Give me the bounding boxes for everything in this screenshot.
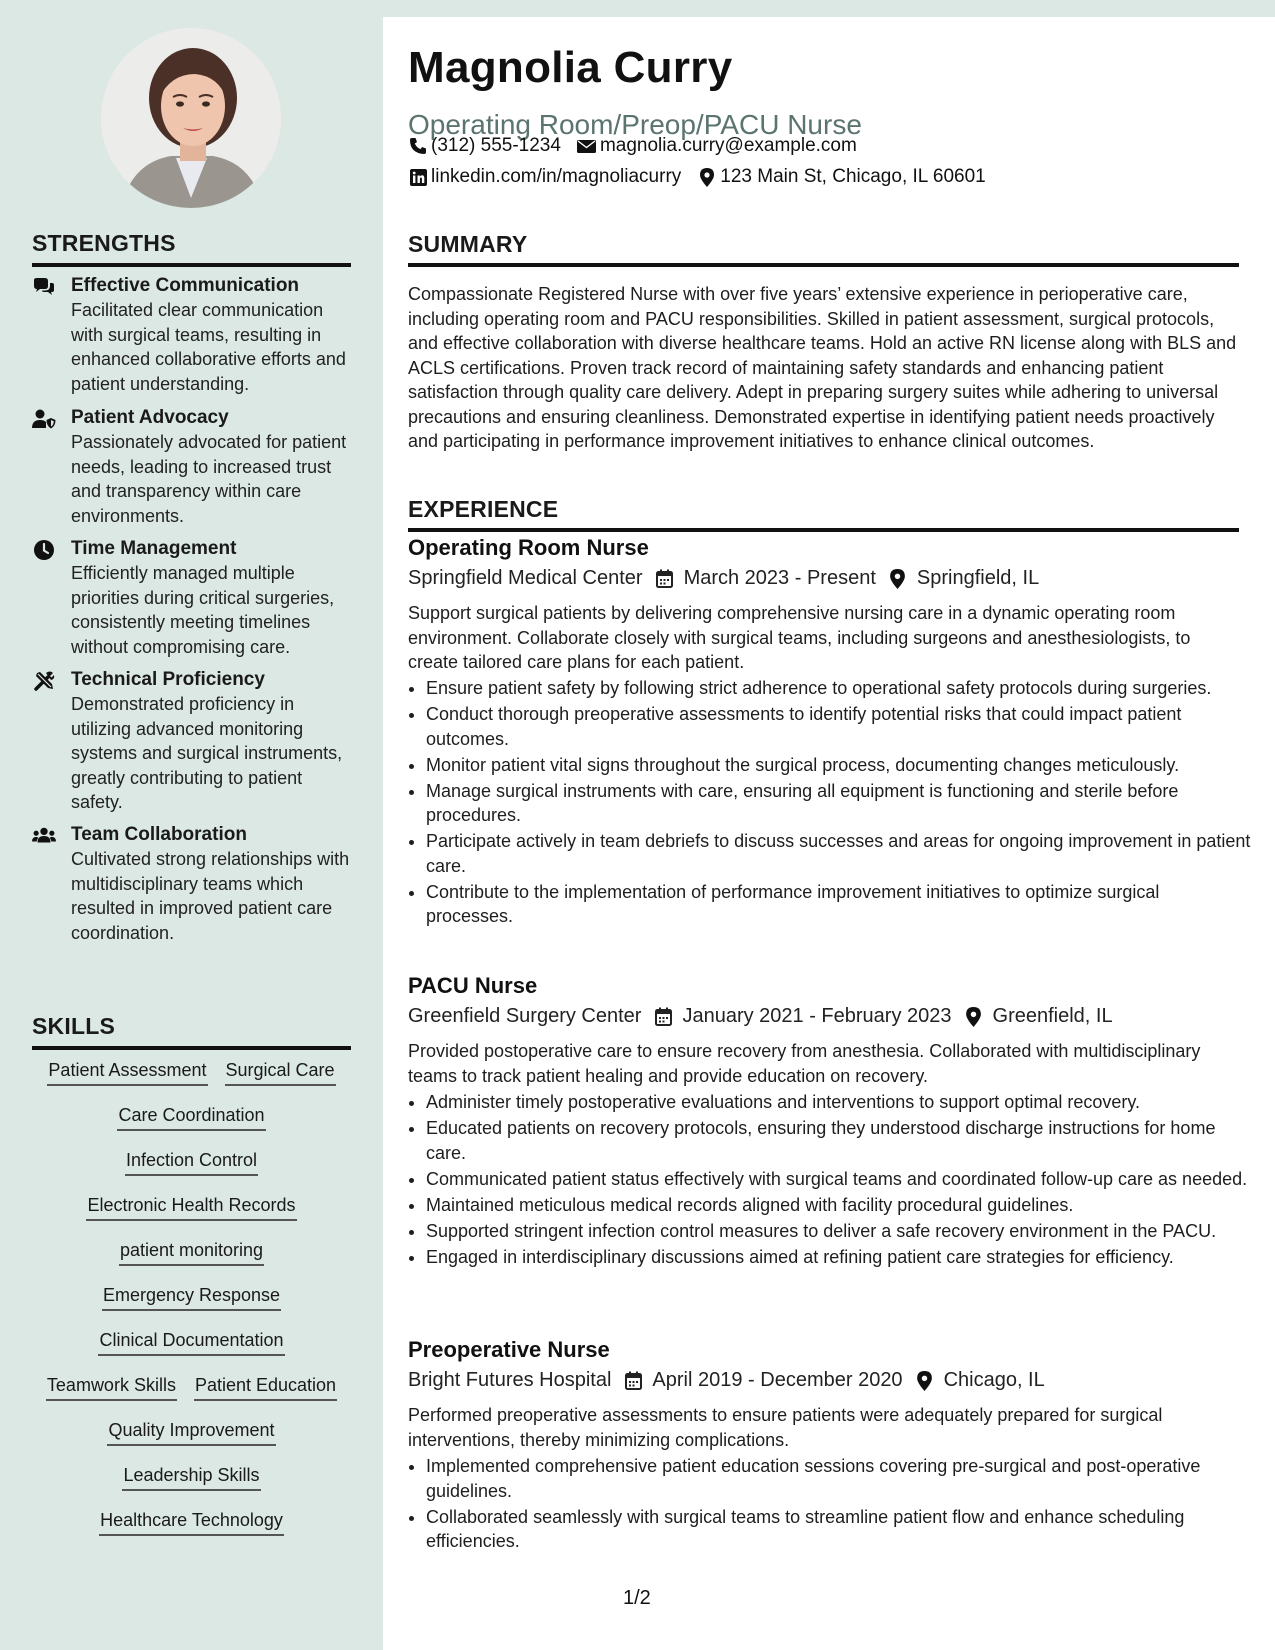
candidate-name: Magnolia Curry [408,43,733,92]
linkedin-text: linkedin.com/in/magnoliacurry [431,166,682,187]
strength-title: Effective Communication [71,275,300,296]
skill-tag: Surgical Care [225,1058,336,1086]
email-text: magnolia.curry@example.com [599,135,857,156]
skill-tag: Patient Assessment [47,1058,207,1086]
job-bullet: • Engaged in interdisciplinary discussions aimed at refining patient care strategies for efficiency. [426,1245,1251,1270]
users-icon [32,825,56,847]
job-title: PACU Nurse [408,973,538,998]
skill-tag: Care Coordination [117,1103,265,1131]
address-text: 123 Main St, Chicago, IL 60601 [720,166,986,187]
skill-tag: Leadership Skills [122,1463,260,1491]
map-pin-icon [888,568,908,590]
calendar-icon [655,568,675,590]
tools-icon [32,670,56,692]
calendar-icon [653,1006,673,1028]
skills-heading: SKILLS [32,1013,351,1050]
job-title: Operating Room Nurse [408,535,649,560]
contact-line-2 [408,166,1002,188]
main-content [383,17,1275,1650]
job-company: Greenfield Surgery Center [408,1005,642,1027]
job-bullet: • Administer timely postoperative evaluations and interventions to support optimal recovery. [426,1090,1251,1115]
strength-description: Cultivated strong relationships with multidisciplinary teams which resulted in improved patient care coordination. [71,849,350,943]
job-dates: January 2021 - February 2023 [682,1005,952,1027]
skill-tag-row [32,1283,351,1311]
job-description: Support surgical patients by delivering comprehensive nursing care in a dynamic operating room environment. Collaborate closely with surgical teams, including surgeons and anesthesiologists, to create tailored care plans for each patient. [408,603,1191,672]
envelope-icon [577,136,597,156]
avatar [101,28,281,208]
address-contact [697,166,985,188]
job-description: Provided postoperative care to ensure recovery from anesthesia. Collaborated with multidisciplinary teams to track patient healing and provide education on recovery. [408,1041,1201,1086]
strength-title: Time Management [71,538,237,559]
job-bullet: • Educated patients on recovery protocols, ensuring they understood discharge instructions for home care. [426,1116,1251,1165]
skill-tag-row [32,1238,351,1266]
strength-item [32,668,357,815]
job-bullet: • Maintained meticulous medical records aligned with facility procedural guidelines. [426,1193,1251,1218]
map-pin-icon [964,1006,984,1028]
job-dates: April 2019 - December 2020 [652,1369,903,1391]
strength-description: Facilitated clear communication with surgical teams, resulting in enhanced collaborative efforts and patient understanding. [71,300,346,394]
clock-icon [32,539,56,561]
skill-tag-row [32,1463,351,1491]
skill-tag: Patient Education [194,1373,337,1401]
strength-item [32,274,357,396]
skill-tag: patient monitoring [119,1238,264,1266]
job-bullet: • Collaborated seamlessly with surgical teams to streamline patient flow and enhance scheduling efficiencies. [426,1505,1251,1554]
calendar-icon [623,1370,643,1392]
job-bullet: • Contribute to the implementation of performance improvement initiatives to optimize surgical processes. [426,880,1251,929]
skill-tag-row [32,1418,351,1446]
phone-contact[interactable] [408,135,561,157]
strength-description: Efficiently managed multiple priorities during critical surgeries, consistently meeting timelines without compromising care. [71,563,335,657]
summary-text: Compassionate Registered Nurse with over five years’ extensive experience in perioperative care, including operating room and PACU responsibilities. Skilled in patient assessment, surgical protocols, and effective collaboration with diverse healthcare teams. Hold an active RN license along with BLS and ACLS certifications. Proven track record of maintaining safety standards and enhancing patient satisfaction through quality care delivery. Adept in preparing surgery suites while adhering to universal precautions and ensuring cleanliness. Demonstrated expertise in identifying patient needs proactively and participating in performance improvement initiatives to enhance clinical outcomes. [408,284,1237,451]
strength-item [32,537,357,659]
skill-tag: Infection Control [125,1148,258,1176]
skill-tag: Teamwork Skills [46,1373,177,1401]
strength-item [32,823,357,945]
job-bullet: • Monitor patient vital signs throughout the surgical process, documenting changes meticulously. [426,753,1251,778]
phone-icon [408,136,428,156]
job-location: Greenfield, IL [992,1005,1113,1027]
job-bullet: • Participate actively in team debriefs to discuss successes and areas for ongoing improvement in patient care. [426,829,1251,878]
experience-heading: EXPERIENCE [408,496,1239,532]
job-description: Performed preoperative assessments to ensure patients were adequately prepared for surgical interventions, thereby minimizing complications. [408,1405,1163,1450]
job-bullet: • Implemented comprehensive patient education sessions covering pre-surgical and post-operative guidelines. [426,1454,1251,1503]
summary-heading: SUMMARY [408,231,1239,267]
skill-tag-row [32,1508,351,1536]
job-bullets [408,676,1251,930]
skill-tag-row [32,1148,351,1176]
job-bullet: • Manage surgical instruments with care, ensuring all equipment is functioning and sterile before procedures. [426,779,1251,828]
candidate-role: Operating Room/Preop/PACU Nurse [408,109,862,140]
job-bullet: • Ensure patient safety by following strict adherence to operational safety protocols during surgeries. [426,676,1251,701]
skill-tag-row [32,1328,351,1356]
job-company: Bright Futures Hospital [408,1369,612,1391]
phone-text: (312) 555-1234 [431,135,561,156]
job-meta [408,567,1039,590]
strength-description: Passionately advocated for patient needs, leading to increased trust and transparency within care environments. [71,432,347,526]
page-number: 1/2 [623,1587,651,1609]
job-title: Preoperative Nurse [408,1337,610,1362]
skill-tag: Clinical Documentation [98,1328,284,1356]
skill-tag-row [32,1103,351,1131]
strength-title: Patient Advocacy [71,407,229,428]
job-meta [408,1005,1113,1028]
job-company: Springfield Medical Center [408,567,643,589]
skill-tag: Healthcare Technology [99,1508,284,1536]
contact-line-1 [408,135,873,157]
strength-title: Technical Proficiency [71,669,265,690]
skill-tag: Emergency Response [102,1283,281,1311]
job-bullet: • Conduct thorough preoperative assessments to identify potential risks that could impact patient outcomes. [426,702,1251,751]
skill-tag-row [32,1193,351,1221]
strength-description: Demonstrated proficiency in utilizing advanced monitoring systems and surgical instruments, greatly contributing to patient safety. [71,694,343,812]
skills-list [32,1058,351,1536]
map-pin-icon [697,167,717,187]
job-location: Chicago, IL [943,1369,1045,1391]
map-pin-icon [915,1370,935,1392]
skill-tag: Quality Improvement [107,1418,275,1446]
job-bullet: • Communicated patient status effectively with surgical teams and coordinated follow-up care as needed. [426,1167,1251,1192]
skill-tag: Electronic Health Records [86,1193,296,1221]
user-shield-icon [32,408,56,430]
linkedin-contact[interactable] [408,166,681,188]
job-bullets [408,1454,1251,1555]
job-meta [408,1369,1045,1392]
strength-item [32,406,357,528]
comments-icon [32,276,56,298]
job-bullets [408,1090,1251,1271]
job-location: Springfield, IL [916,567,1040,589]
job-bullet: • Supported stringent infection control measures to deliver a safe recovery environment in the PACU. [426,1219,1251,1244]
strengths-heading: STRENGTHS [32,230,351,267]
job-dates: March 2023 - Present [683,567,876,589]
strength-title: Team Collaboration [71,824,247,845]
sidebar [0,0,383,1650]
linkedin-icon [408,167,428,187]
email-contact[interactable] [577,135,857,157]
